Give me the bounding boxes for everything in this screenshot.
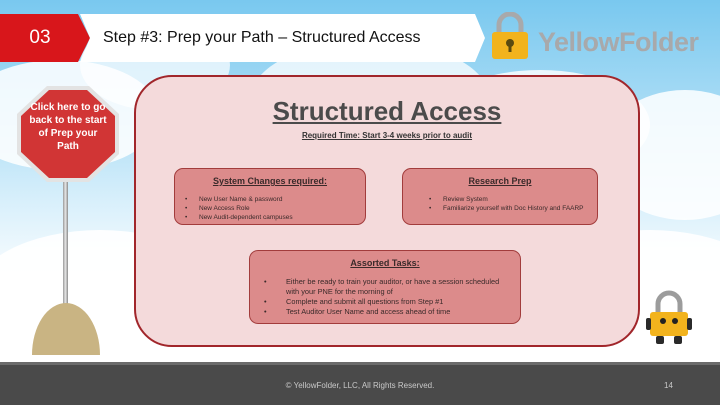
footer-stripe <box>0 362 720 365</box>
list-item: • Either be ready to train your auditor, or have a session scheduled with your PNE for the morning of <box>250 277 512 297</box>
assorted-tasks-title: Assorted Tasks: <box>350 258 420 268</box>
system-changes-title: System Changes required: <box>212 176 328 186</box>
copyright-text: © YellowFolder, LLC, All Rights Reserved. <box>285 381 435 390</box>
stop-sign-label[interactable]: Click here to go back to the start of Prep your Path <box>29 102 107 152</box>
logo-wordmark: YellowFolder <box>538 27 699 57</box>
page-number: 14 <box>664 381 673 390</box>
list-item: • New Audit-dependent campuses <box>175 213 367 222</box>
research-prep-title: Research Prep <box>468 176 532 186</box>
padlock-logo-icon <box>490 12 530 60</box>
required-time-subtitle: Required Time: Start 3-4 weeks prior to audit <box>301 131 473 140</box>
sign-post <box>63 181 68 323</box>
list-item: • Test Auditor User Name and access ahead of time <box>250 307 512 317</box>
list-item: • New Access Role <box>175 204 367 213</box>
list-item: • New User Name & password <box>175 195 367 204</box>
list-item: • Review System <box>419 195 595 204</box>
step-title: Step #3: Prep your Path – Structured Access <box>103 29 421 46</box>
list-item: • Familiarize yourself with Doc History and FAARP <box>419 204 595 213</box>
step-number: 03 <box>29 27 51 48</box>
lock-mascot-icon <box>644 288 694 346</box>
list-item: • Complete and submit all questions from Step #1 <box>250 297 512 307</box>
page-title: Structured Access <box>272 96 502 126</box>
